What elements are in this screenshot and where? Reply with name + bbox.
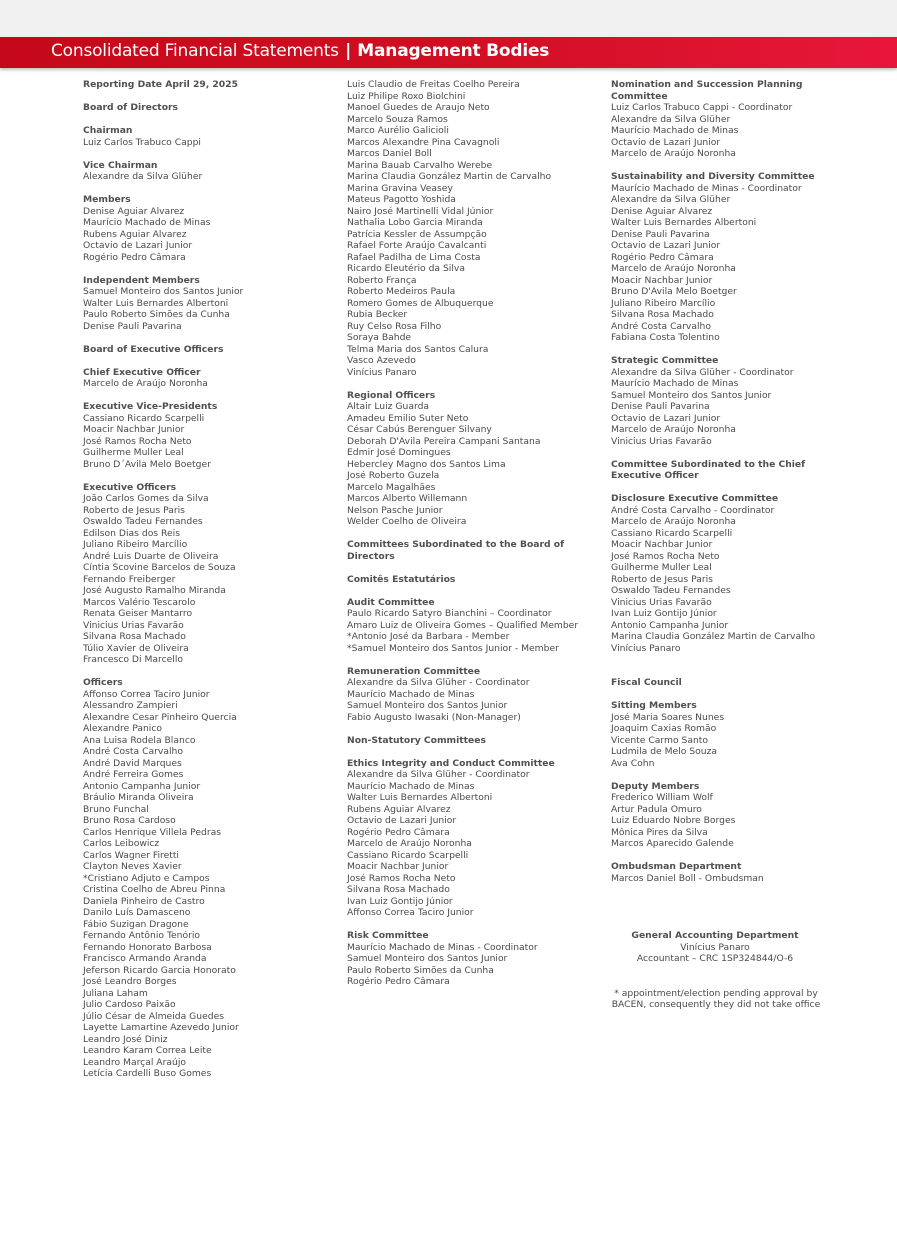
name-entry: Walter Luis Bernardes Albertoni	[83, 297, 229, 309]
sustainability-committee-heading: Sustainability and Diversity Committee	[611, 171, 815, 182]
name-entry: Fábio Suzigan Dragone	[83, 918, 189, 930]
board-of-directors-heading: Board of Directors	[83, 102, 179, 113]
name-entry: Vasco Azevedo	[347, 355, 416, 366]
name-entry: Artur Padula Omuro	[611, 803, 702, 815]
name-entry: Marcelo de Araújo Noronha	[611, 148, 736, 159]
name-entry: Leandro José Diniz	[83, 1033, 168, 1045]
name-entry: Altair Luiz Guarda	[347, 401, 430, 412]
name-entry: Denise Aguiar Alvarez	[83, 205, 185, 217]
header-banner	[0, 37, 897, 68]
strategic-committee-heading: Strategic Committee	[611, 355, 719, 366]
name-entry: Oswaldo Tadeu Fernandes	[83, 516, 203, 527]
name-entry: César Cabús Berenguer Silvany	[347, 424, 492, 435]
regional-officers-list	[347, 401, 592, 528]
name-entry: Maurício Machado de Minas	[611, 378, 739, 389]
name-entry: Leandro Marçal Araújo	[83, 1056, 186, 1068]
officers-heading: Officers	[83, 677, 123, 688]
comites-estatutarios-heading: Comitês Estatutários	[347, 573, 456, 585]
name-entry: Carlos Wagner Firetti	[83, 849, 179, 861]
name-entry: Antonio Campanha Junior	[83, 780, 201, 792]
fiscal-council-heading: Fiscal Council	[611, 677, 682, 688]
board-of-executive-officers-heading: Board of Executive Officers	[83, 343, 224, 355]
name-entry: Luiz Eduardo Nobre Borges	[611, 815, 736, 826]
name-entry: Edilson Dias dos Reis	[83, 527, 180, 539]
document-title: Consolidated Financial Statements	[51, 41, 339, 61]
name-entry: Marcos Alexandre Pina Cavagnoli	[347, 136, 500, 148]
name-entry: Romero Gomes de Albuquerque	[347, 297, 494, 309]
name-entry: Silvana Rosa Machado	[611, 309, 714, 320]
name-entry: Maurício Machado de Minas	[347, 780, 475, 792]
name-entry: Rafael Padilha de Lima Costa	[347, 251, 481, 263]
name-entry: Manoel Guedes de Araujo Neto	[347, 102, 490, 113]
name-entry: Guilherme Muller Leal	[611, 562, 712, 573]
executive-vice-presidents-heading: Executive Vice-Presidents	[83, 401, 218, 412]
executive-officers-list	[83, 493, 328, 666]
name-entry: Guilherme Muller Leal	[83, 447, 184, 458]
name-entry: Fernando Freiberger	[83, 573, 176, 585]
audit-committee-heading: Audit Committee	[347, 596, 435, 608]
name-entry: Deborah D'Avila Pereira Campani Santana	[347, 435, 541, 447]
ceo-name: Marcelo de Araújo Noronha	[83, 378, 208, 389]
name-entry: Fernando Honorato Barbosa	[83, 941, 212, 953]
name-entry: Paulo Roberto Simões da Cunha	[347, 964, 494, 976]
ceo-heading: Chief Executive Officer	[83, 366, 201, 378]
audit-committee-list	[347, 608, 592, 654]
name-entry: Vinicius Urias Favarão	[83, 619, 184, 631]
vice-chairman-name: Alexandre da Silva Glüher	[83, 171, 203, 182]
name-entry: Vinícius Panaro	[347, 366, 417, 378]
name-entry: Ava Cohn	[611, 757, 655, 769]
name-entry: Alexandre da Silva Glüher - Coordinator	[347, 677, 530, 688]
name-entry: Marcelo de Araújo Noronha	[611, 516, 736, 527]
chairman-heading: Chairman	[83, 125, 133, 136]
name-entry: Affonso Correa Taciro Junior	[347, 907, 474, 918]
sustainability-committee-list	[611, 183, 851, 344]
name-entry: Juliano Ribeiro Marcílio	[83, 539, 188, 550]
name-entry: Renata Geiser Mantarro	[83, 608, 193, 619]
chairman-name: Luiz Carlos Trabuco Cappi	[83, 136, 201, 148]
title-separator: |	[345, 41, 352, 61]
name-entry: Bruno Rosa Cardoso	[83, 815, 176, 826]
name-entry: Rogério Pedro Câmara	[611, 251, 714, 263]
name-entry: Marcelo de Araújo Noronha	[611, 263, 736, 274]
name-entry: Nelson Pasche Junior	[347, 504, 443, 516]
officers-list	[83, 689, 328, 1080]
name-entry: Vicente Carmo Santo	[611, 734, 708, 746]
name-entry: Paulo Ricardo Satyro Bianchini – Coordinator	[347, 608, 552, 619]
name-entry: Marcos Valério Tescarolo	[83, 596, 196, 608]
name-entry: Francisco Armando Aranda	[83, 953, 207, 964]
regional-officers-heading: Regional Officers	[347, 389, 436, 401]
name-entry: José Roberto Guzela	[347, 470, 440, 481]
name-entry: Rubia Becker	[347, 309, 408, 320]
name-entry: Denise Pauli Pavarina	[611, 401, 710, 412]
name-entry: Soraya Bahde	[347, 332, 412, 343]
name-entry: Danilo Luís Damasceno	[83, 907, 191, 918]
name-entry: Alexandre da Silva Glüher - Coordinator	[611, 366, 794, 378]
nomination-committee-heading: Nomination and Succession Planning Committee	[611, 79, 803, 102]
name-entry: Cristina Coelho de Abreu Pinna	[83, 884, 226, 895]
name-entry: Rafael Forte Araújo Cavalcanti	[347, 240, 487, 251]
name-entry: Ludmila de Melo Souza	[611, 746, 718, 757]
members-list	[83, 206, 328, 264]
column-left	[83, 79, 328, 1080]
name-entry: Cassiano Ricardo Scarpelli	[83, 412, 205, 424]
name-entry: Octavio de Lazari Junior	[611, 412, 721, 424]
name-entry: Telma Maria dos Santos Calura	[347, 343, 489, 355]
name-entry: Marcelo de Araújo Noronha	[611, 424, 736, 435]
remuneration-committee-list	[347, 677, 592, 723]
name-entry: Ivan Luiz Gontijo Júnior	[347, 895, 453, 907]
name-entry: Cassiano Ricardo Scarpelli	[347, 849, 469, 861]
name-entry: Marina Gravina Veasey	[347, 182, 453, 194]
name-entry: André Luis Duarte de Oliveira	[83, 550, 219, 562]
general-accounting-block	[611, 930, 819, 965]
name-entry: Ivan Luiz Gontijo Júnior	[611, 608, 717, 619]
footnote: * appointment/election pending approval by BACEN, consequently they did not take office	[611, 987, 821, 1010]
name-entry: José Leandro Borges	[83, 976, 177, 987]
name-entry: Moacir Nachbar Junior	[611, 274, 713, 286]
name-entry: Denise Aguiar Alvarez	[611, 205, 713, 217]
ethics-committee-heading: Ethics Integrity and Conduct Committee	[347, 757, 555, 769]
name-entry: Marina Claudia González Martin de Carvalho	[611, 631, 816, 642]
name-entry: Rubens Aguiar Alvarez	[347, 803, 451, 815]
name-entry: José Maria Soares Nunes	[611, 711, 725, 723]
name-entry: André Costa Carvalho	[83, 746, 183, 757]
name-entry: Carlos Leibowicz	[83, 838, 160, 849]
name-entry: Octavio de Lazari Junior	[347, 815, 457, 826]
name-entry: Mateus Pagotto Yoshida	[347, 194, 456, 205]
general-accounting-heading: General Accounting Department	[631, 930, 799, 941]
name-entry: Roberto Medeiros Paula	[347, 286, 456, 297]
name-entry: Rogério Pedro Câmara	[83, 251, 186, 263]
name-entry: Samuel Monteiro dos Santos Junior	[347, 953, 508, 964]
name-entry: Clayton Neves Xavier	[83, 861, 182, 872]
name-entry: José Ramos Rocha Neto	[611, 550, 720, 562]
disclosure-committee-heading: Disclosure Executive Committee	[611, 493, 779, 504]
name-entry: Vinícius Panaro	[680, 941, 750, 953]
name-entry: Maurício Machado de Minas	[83, 217, 211, 228]
name-entry: Silvana Rosa Machado	[83, 631, 186, 642]
name-entry: Bruno D'Avila Melo Boetger	[611, 286, 737, 297]
name-entry: Roberto de Jesus Paris	[611, 573, 713, 585]
name-entry: Silvana Rosa Machado	[347, 884, 450, 895]
column-middle	[347, 79, 592, 988]
name-entry: Fabiana Costa Tolentino	[611, 332, 720, 343]
name-entry: Juliano Ribeiro Marcílio	[611, 297, 716, 309]
name-entry: Carlos Henrique Villela Pedras	[83, 826, 222, 838]
name-entry: Samuel Monteiro dos Santos Junior	[611, 389, 772, 401]
name-entry: Júlio César de Almeida Guedes	[83, 1010, 225, 1022]
name-entry: Marina Claudia González Martin de Carvalho	[347, 171, 552, 182]
name-entry: Maurício Machado de Minas - Coordinator	[611, 182, 802, 194]
name-entry: Cassiano Ricardo Scarpelli	[611, 527, 733, 539]
name-entry: Octavio de Lazari Junior	[83, 240, 193, 251]
name-entry: Moacir Nachbar Junior	[347, 861, 449, 872]
ombudsman-department-heading: Ombudsman Department	[611, 861, 742, 872]
name-entry: Accountant – CRC 1SP324844/O-6	[636, 953, 794, 964]
disclosure-committee-list	[611, 505, 851, 655]
name-entry: *Samuel Monteiro dos Santos Junior - Member	[347, 642, 559, 654]
name-entry: Samuel Monteiro dos Santos Junior	[347, 700, 508, 711]
name-entry: Alexandre da Silva Glüher	[611, 113, 731, 125]
name-entry: Fernando Antônio Tenório	[83, 930, 201, 941]
name-entry: Octavio de Lazari Junior	[611, 136, 721, 148]
name-entry: Roberto França	[347, 274, 417, 286]
name-entry: Nathalia Lobo Garcia Miranda	[347, 217, 483, 228]
name-entry: Vinicius Urias Favarão	[611, 596, 712, 608]
name-entry: André Costa Carvalho	[611, 320, 711, 332]
name-entry: Marcos Aparecido Galende	[611, 838, 734, 849]
section-title: Management Bodies	[357, 41, 550, 61]
name-entry: Vinicius Urias Favarão	[611, 435, 712, 447]
name-entry: Marcelo de Araújo Noronha	[347, 838, 472, 849]
name-entry: Alexandre Panico	[83, 723, 163, 734]
name-entry: Letícia Cardelli Buso Gomes	[83, 1068, 212, 1079]
strategic-committee-list	[611, 367, 851, 448]
name-entry: Julio Cardoso Paixão	[83, 999, 176, 1010]
name-entry: Rogério Pedro Câmara	[347, 826, 450, 838]
remuneration-committee-heading: Remuneration Committee	[347, 665, 481, 677]
name-entry: Francesco Di Marcello	[83, 654, 184, 665]
independent-members-heading: Independent Members	[83, 274, 200, 286]
committee-subordinated-ceo-heading: Committee Subordinated to the Chief Executive Officer	[611, 458, 806, 481]
members-heading: Members	[83, 194, 131, 205]
name-entry: Bráulio Miranda Oliveira	[83, 792, 194, 803]
name-entry: Amaro Luiz de Oliveira Gomes – Qualified Member	[347, 619, 579, 631]
name-entry: Denise Pauli Pavarina	[83, 320, 182, 332]
name-entry: Moacir Nachbar Junior	[611, 539, 713, 550]
name-entry: Roberto de Jesus Paris	[83, 504, 185, 516]
name-entry: Marina Bauab Carvalho Werebe	[347, 159, 493, 171]
name-entry: Maurício Machado de Minas - Coordinator	[347, 941, 538, 953]
deputy-members-heading: Deputy Members	[611, 780, 700, 792]
name-entry: Luis Claudio de Freitas Coelho Pereira	[347, 79, 520, 90]
name-entry: Maurício Machado de Minas	[611, 125, 739, 136]
name-entry: Mônica Pires da Silva	[611, 826, 708, 838]
name-entry: Fabio Augusto Iwasaki (Non-Manager)	[347, 711, 521, 723]
name-entry: Cíntia Scovine Barcelos de Souza	[83, 562, 236, 573]
column-right	[611, 79, 851, 1011]
name-entry: Layette Lamartine Azevedo Junior	[83, 1022, 239, 1033]
name-entry: Octavio de Lazari Junior	[611, 240, 721, 251]
name-entry: Alexandre da Silva Glüher	[611, 194, 731, 205]
name-entry: João Carlos Gomes da Silva	[83, 493, 209, 504]
name-entry: Edmir José Domingues	[347, 447, 451, 458]
executive-officers-heading: Executive Officers	[83, 481, 177, 493]
committees-subordinated-board-heading: Committees Subordinated to the Board of Directors	[347, 539, 565, 562]
name-entry: Jeferson Ricardo Garcia Honorato	[83, 964, 236, 976]
name-entry: Hebercley Magno dos Santos Lima	[347, 458, 506, 470]
name-entry: Bruno Funchal	[83, 803, 149, 815]
name-entry: Ricardo Eleutério da Silva	[347, 263, 465, 274]
name-entry: André Costa Carvalho - Coordinator	[611, 504, 775, 516]
name-entry: Daniela Pinheiro de Castro	[83, 895, 205, 907]
name-entry: Antonio Campanha Junior	[611, 619, 729, 631]
name-entry: André David Marques	[83, 757, 182, 769]
name-entry: Leandro Karam Correa Leite	[83, 1045, 212, 1056]
name-entry: *Antonio José da Barbara - Member	[347, 631, 510, 642]
name-entry: Joaquim Caxias Romão	[611, 723, 717, 734]
name-entry: André Ferreira Gomes	[83, 769, 184, 780]
ethics-committee-list	[347, 769, 592, 919]
name-entry: José Ramos Rocha Neto	[83, 435, 192, 447]
name-entry: Bruno D´Avila Melo Boetger	[83, 458, 211, 470]
name-entry: Vinícius Panaro	[611, 642, 681, 654]
ombudsman-list	[611, 873, 851, 885]
name-entry: Nairo José Martinelli Vidal Júnior	[347, 205, 494, 217]
name-entry: Rubens Aguiar Alvarez	[83, 228, 187, 240]
name-entry: Túlio Xavier de Oliveira	[83, 642, 189, 654]
name-entry: Ruy Celso Rosa Filho	[347, 320, 442, 332]
sitting-members-heading: Sitting Members	[611, 700, 697, 711]
name-entry: Juliana Laham	[83, 987, 148, 999]
general-accounting-list	[611, 942, 819, 965]
name-entry: *Cristiano Adjuto e Campos	[83, 872, 210, 884]
name-entry: Denise Pauli Pavarina	[611, 228, 710, 240]
name-entry: José Augusto Ramalho Miranda	[83, 585, 226, 596]
non-statutory-committees-heading: Non-Statutory Committees	[347, 734, 486, 746]
name-entry: Alexandre da Silva Glüher - Coordinator	[347, 769, 530, 780]
reporting-date: Reporting Date April 29, 2025	[83, 79, 238, 90]
name-entry: Marcos Daniel Boll - Ombudsman	[611, 872, 764, 884]
name-entry: Frederico William Wolf	[611, 792, 713, 803]
name-entry: Marcos Daniel Boll	[347, 148, 432, 159]
deputy-members-list	[611, 792, 851, 850]
vice-chairman-heading: Vice Chairman	[83, 159, 158, 171]
name-entry: Ana Luisa Rodela Blanco	[83, 734, 196, 746]
name-entry: Walter Luis Bernardes Albertoni	[611, 217, 757, 228]
top-strip	[0, 0, 897, 37]
risk-committee-heading: Risk Committee	[347, 930, 429, 941]
name-entry: Oswaldo Tadeu Fernandes	[611, 585, 731, 596]
header-title-line	[51, 41, 549, 61]
name-entry: Luiz Carlos Trabuco Cappi - Coordinator	[611, 102, 793, 113]
name-entry: Marco Aurélio Galicioli	[347, 125, 449, 136]
nomination-committee-list	[611, 102, 851, 160]
name-entry: Samuel Monteiro dos Santos Junior	[83, 286, 244, 297]
name-entry: Marcos Alberto Willemann	[347, 493, 468, 504]
name-entry: Marcelo Magalhães	[347, 481, 436, 493]
name-entry: Luiz Philipe Roxo Biolchini	[347, 90, 466, 102]
name-entry: Amadeu Emilio Suter Neto	[347, 412, 469, 424]
name-entry: Welder Coelho de Oliveira	[347, 516, 467, 527]
officers-list-continued	[347, 79, 592, 378]
name-entry: Maurício Machado de Minas	[347, 688, 475, 700]
name-entry: Affonso Correa Taciro Junior	[83, 688, 210, 700]
risk-committee-list	[347, 942, 592, 988]
name-entry: Alessandro Zampieri	[83, 700, 178, 711]
name-entry: Patrícia Kessler de Assumpção	[347, 228, 487, 240]
name-entry: José Ramos Rocha Neto	[347, 872, 456, 884]
sitting-members-list	[611, 712, 851, 770]
name-entry: Alexandre Cesar Pinheiro Quercia	[83, 711, 237, 723]
independent-members-list	[83, 286, 328, 332]
name-entry: Moacir Nachbar Junior	[83, 424, 185, 435]
name-entry: Walter Luis Bernardes Albertoni	[347, 792, 493, 803]
name-entry: Rogério Pedro Câmara	[347, 976, 450, 987]
name-entry: Marcelo Souza Ramos	[347, 113, 448, 125]
executive-vice-presidents-list	[83, 413, 328, 471]
name-entry: Paulo Roberto Simões da Cunha	[83, 309, 230, 320]
